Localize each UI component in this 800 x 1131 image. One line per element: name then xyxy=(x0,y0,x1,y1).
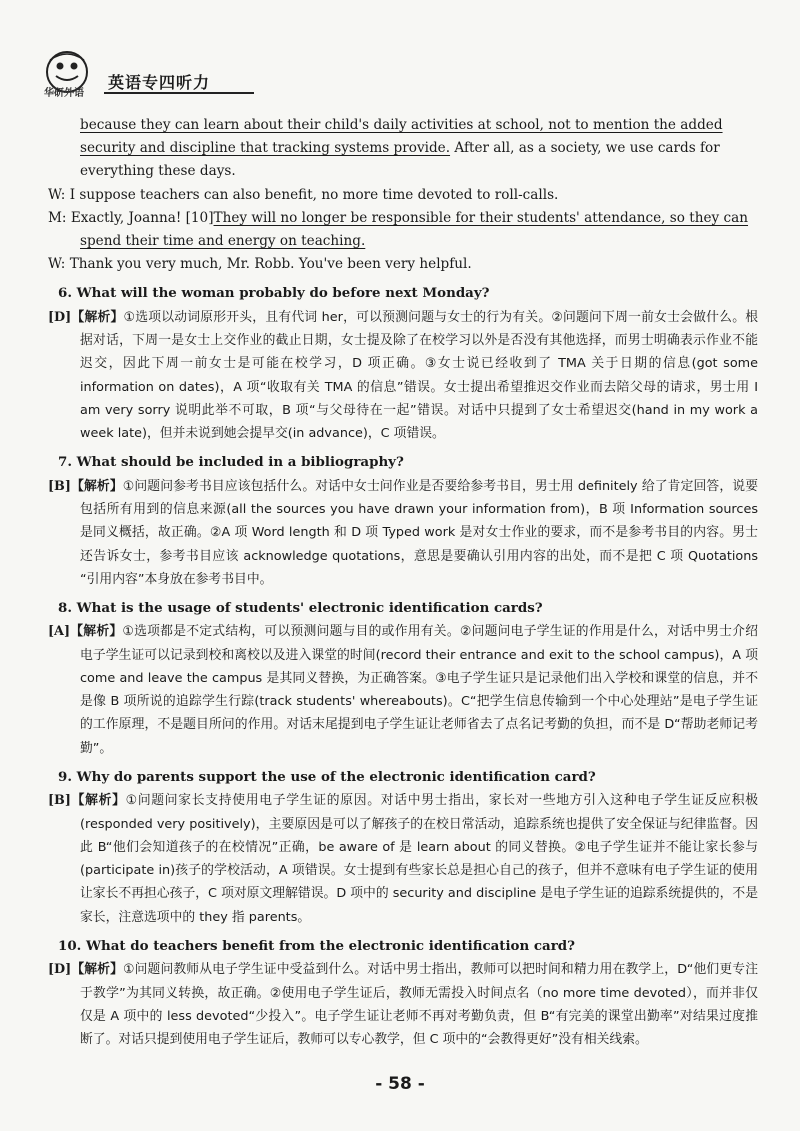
dialogue-line xyxy=(48,207,758,253)
dialogue-transcript xyxy=(48,114,758,276)
explanation-text: ①选项以动词原形开头，且有代词 her，可以预测问题与女士的行为有关。②问题问下周一前女士会做什么。根据对话，下周一是女士上交作业的截止日期，女士提及除了在校学习以外是否没有其他选择，而男士明确表示作业不能迟交，因此下周一前女士是可能在校学习，D 项正确。③女士说已经收到了 TMA 关于日期的信息(got some information on dates)，A 项“收取有关 TMA 的信息”错误。女士提出希望推迟交作业而去陪父母的请求，男士用 I am very sorry 说明此举不可取，B 项“与父母待在一起”错误。对话中只提到了女士希望迟交(hand in my work a week late)，但并未说到她会提早交(in advance)，C 项错误。 xyxy=(80,309,759,442)
question-text: 7. What should be included in a bibliography? xyxy=(58,454,404,471)
page-number: - 58 - xyxy=(375,1074,425,1094)
answer-explanation xyxy=(48,958,758,1051)
question-text: 9. Why do parents support the use of the electronic identification card? xyxy=(58,769,596,786)
explanation-text: ①问题问教师从电子学生证中受益到什么。对话中男士指出，教师可以把时间和精力用在教学上，D“他们更专注于教学”为其同义转换，故正确。②使用电子学生证后，教师无需投入时间点名（no more time devoted），而并非仅仅是 A 项中的 less devoted“少投入”。电子学生证让老师不再对考勤负责，但 B“有完美的课堂出勤率”对结果过度推断了。对话只提到使用电子学生证后，教师可以专心教学，但 C 项中的“会教得更好”没有相关线索。 xyxy=(80,962,758,1048)
key-sentence: because they can learn about their child's daily activities at school, not to mention the added security and discipline that tracking systems provide. xyxy=(80,117,723,157)
analysis-tag: 【解析】 xyxy=(70,793,126,809)
answer-explanation xyxy=(48,306,758,446)
dialogue-line xyxy=(48,253,758,276)
analysis-tag: 【解析】 xyxy=(71,962,124,978)
answer-option: [A] xyxy=(48,624,71,640)
page-content xyxy=(48,114,758,1051)
explanation-text: ①问题问参考书目应该包括什么。对话中女士问作业是否要给参考书目，男士用 definitely 给了肯定回答，说要包括所有用到的信息来源(all the sources you have drawn your information from)，B 项 Information sources 是同义概括，故正确。②A 项 Word length 和 D 项 Typed work 是对女士作业的要求，而不是参考书目的内容。男士还告诉女士，参考书目应该 acknowledge quotations，意思是要确认引用内容的出处，而不是把 C 项 Quotations “引用内容”本身放在参考书目中。 xyxy=(80,478,758,587)
answer-explanation xyxy=(48,789,758,929)
answer-option: [D] xyxy=(48,962,72,978)
question-text: 10. What do teachers benefit from the electronic identification card? xyxy=(58,938,575,955)
dialogue-text: Exactly, Joanna! [10] xyxy=(70,209,214,226)
analysis-tag: 【解析】 xyxy=(71,309,124,325)
dialogue-text: After all, as a society, we use cards for everything these days. xyxy=(80,140,720,180)
speaker-label: W: xyxy=(48,256,70,273)
question-list xyxy=(48,282,758,1051)
dialogue-text: Thank you very much, Mr. Robb. You've been very helpful. xyxy=(69,256,472,273)
key-sentence: They will no longer be responsible for their students' attendance, so they can spend their time and energy on teaching. xyxy=(80,209,749,250)
speaker-label: M: xyxy=(48,209,71,226)
speaker-label: W: xyxy=(48,186,70,203)
answer-explanation xyxy=(48,620,758,760)
publisher-logo xyxy=(38,50,96,100)
dialogue-line xyxy=(48,184,758,207)
header-divider xyxy=(104,92,254,94)
analysis-tag: 【解析】 xyxy=(70,624,123,640)
explanation-text: ①问题问家长支持使用电子学生证的原因。对话中男士指出，家长对一些地方引入这种电子学生证反应积极(responded very positively)，主要原因是可以了解孩子的在校日常活动，追踪系统也提供了安全保证与纪律监督。因此 B“他们会知道孩子的在校情况”正确，be aware of 是 learn about 的同义替换。②电子学生证并不能让家长参与(participate in)孩子的学校活动，A 项错误。女士提到有些家长总是担心自己的孩子，但并不意味有电子学生证的使用让家长不再担心孩子，C 项对原文理解错误。D 项中的 security and discipline 是电子学生证的追踪系统提供的，不是家长，注意选项中的 they 指 parents。 xyxy=(80,793,759,925)
dialogue-text: I suppose teachers can also benefit, no more time devoted to roll-calls. xyxy=(69,186,559,203)
book-title: 英语专四听力 xyxy=(108,73,211,92)
analysis-tag: 【解析】 xyxy=(70,478,123,494)
logo-text: 华研外语 xyxy=(44,88,84,99)
dialogue-line xyxy=(48,114,758,184)
question-text: 6. What will the woman probably do before next Monday? xyxy=(58,285,490,302)
question-text: 8. What is the usage of students' electronic identification cards? xyxy=(58,600,543,617)
answer-option: [B] xyxy=(48,793,71,809)
answer-option: [B] xyxy=(48,478,71,494)
page-header xyxy=(38,50,758,102)
answer-option: [D] xyxy=(48,309,72,325)
explanation-text: ①选项都是不定式结构，可以预测问题与目的或作用有关。②问题问电子学生证的作用是什么，对话中男士介绍电子学生证可以记录到校和离校以及进入课堂的时间(record their entrance and exit to the school campus)，A 项 come and leave the campus 是其同义替换，为正确答案。③电子学生证只是记录他们出入学校和课堂的信息，并不是像 B 项所说的追踪学生行踪(track students' whereabouts)。C“把学生信息传输到一个中心处理站”是电子学生证的工作原理，不是题目所问的作用。对话末尾提到电子学生证让老师省去了点名记考勤的负担，而不是 D“帮助老师记考勤”。 xyxy=(80,624,758,756)
answer-explanation xyxy=(48,475,758,591)
